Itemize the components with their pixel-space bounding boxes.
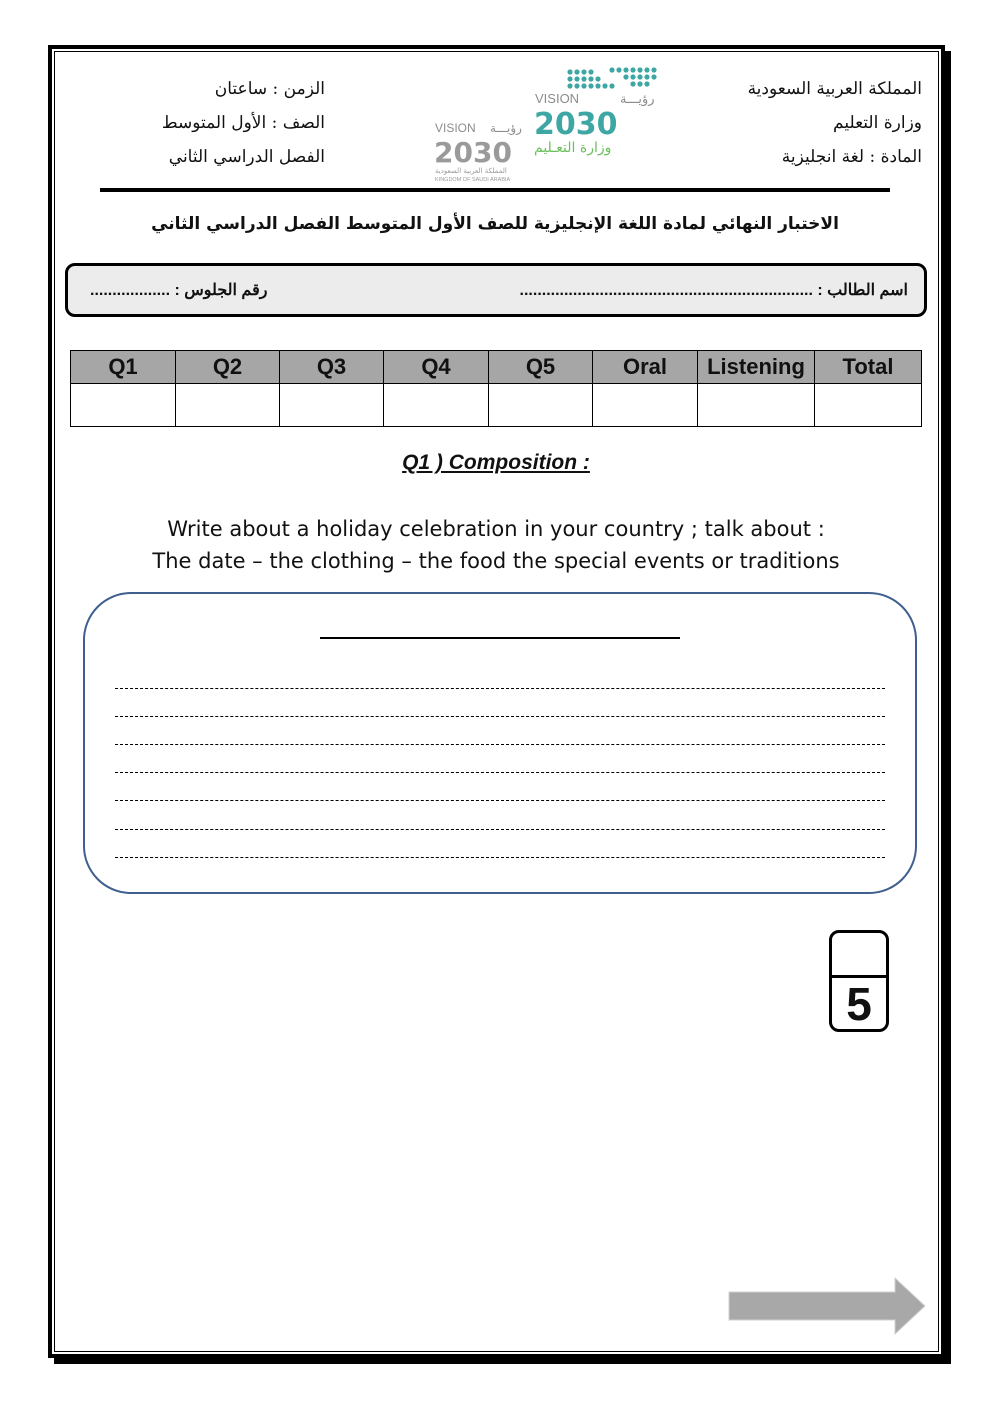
score-table [70,350,922,427]
score-header-listening: Listening [698,351,815,384]
time-label: الزمن : ساعتان [214,79,325,99]
answer-line[interactable] [115,857,885,858]
score-cell-total[interactable] [815,384,922,427]
answer-line[interactable] [115,829,885,830]
score-header-q2: Q2 [176,351,280,384]
vision-2030-ministry-logo [430,62,670,186]
score-cell-listening[interactable] [698,384,815,427]
logo-ministry-text: وزارة التعـليم [534,140,612,156]
logo-year-main: 2030 [534,107,618,142]
answer-line[interactable] [115,688,885,689]
score-header-q3: Q3 [280,351,384,384]
question-prompt-line-2: The date – the clothing – the food the special events or traditions [152,549,840,573]
ministry-label: وزارة التعليم [833,113,922,133]
exam-title: الاختبار النهائي لمادة اللغة الإنجليزية للصف الأول المتوسط الفصل الدراسي الثاني [151,214,839,234]
score-cell-q5[interactable] [489,384,593,427]
score-cell-q4[interactable] [384,384,489,427]
score-cell-q1[interactable] [71,384,176,427]
score-header-q5: Q5 [489,351,593,384]
answer-line[interactable] [115,744,885,745]
answer-line[interactable] [115,772,885,773]
student-info-box [65,263,927,317]
header-right-block [682,72,922,174]
logo-vision-text: VISION [535,91,580,106]
answer-line[interactable] [115,800,885,801]
next-page-arrow-icon [725,1276,929,1336]
logo-kingdom-english: KINGDOM OF SAUDI ARABIA [435,177,511,183]
question-prompt-line-1: Write about a holiday celebration in your country ; talk about : [167,517,825,541]
subject-label: المادة : لغة انجليزية [781,147,922,167]
score-cell-q3[interactable] [280,384,384,427]
header-divider [100,188,890,192]
logo-year-small: 2030 [434,136,512,169]
student-name-field[interactable]: اسم الطالب : .................................................................. [519,282,908,299]
semester-label: الفصل الدراسي الثاني [168,147,325,167]
logo-vision-arabic: رؤيـــة [620,92,655,107]
seat-number-field[interactable]: رقم الجلوس : .................. [90,282,268,299]
score-table-header-row [71,351,922,384]
composition-title-line[interactable] [320,637,680,639]
score-header-q4: Q4 [384,351,489,384]
grade-label: الصف : الأول المتوسط [161,113,325,133]
logo-kingdom-arabic: المملكة العربية السعودية [435,167,507,175]
score-cell-oral[interactable] [593,384,698,427]
score-header-oral: Oral [593,351,698,384]
question-max-marks: 5 [846,978,872,1030]
score-cell-q2[interactable] [176,384,280,427]
question-score-box [829,930,889,1032]
question-title: Q1 ) Composition : [402,451,590,474]
logo-dots-icon [567,67,656,88]
logo-vision-arabic-small: رؤيـــة [490,121,522,135]
score-table-row [71,384,922,427]
header-left-block [120,72,325,174]
kingdom-label: المملكة العربية السعودية [747,79,922,99]
score-header-q1: Q1 [71,351,176,384]
answer-line[interactable] [115,716,885,717]
logo-vision-text-small: VISION [435,121,476,135]
score-header-total: Total [815,351,922,384]
